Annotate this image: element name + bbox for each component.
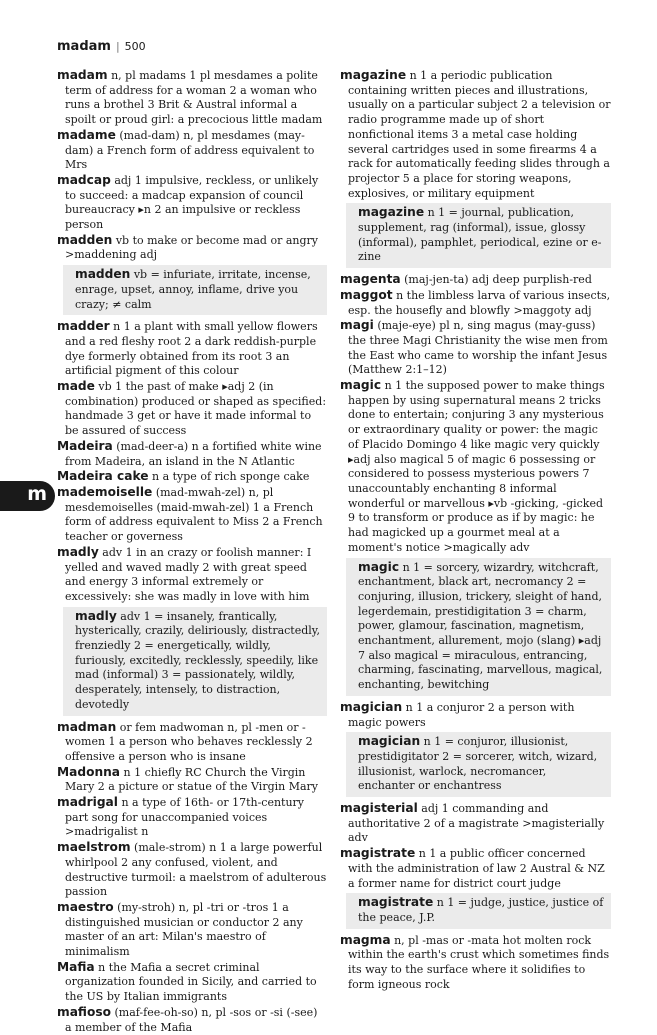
entry-headword: magistrate <box>340 846 416 861</box>
entry-definition: n, pl -mas or -mata hot molten rock within the earth's crust which sometimes finds its way to the surface where it solidifies to form igneous rock <box>348 933 610 991</box>
entry-headword: madrigal <box>57 795 118 810</box>
entry-definition: n 1 a periodic publication containing written pieces and illustrations, usually on a particular subject 2 a television or radio programme made up of short nonfictional items 3 a metal case holding several cartridges used in some firearms 4 a rack for automatically feeding slides through a projector 5 a place for storing weapons, explosives, or military equipment <box>348 69 611 200</box>
entry-definition: n 1 a plant with small yellow flowers and a red fleshy root 2 a dark reddish-purple dye formerly obtained from its root 3 an artificial pigment of this colour <box>65 320 318 378</box>
entry-definition: (maj-jen-ta) adj deep purplish-red <box>404 273 592 287</box>
dictionary-entry <box>57 720 327 765</box>
entry-headword: madman <box>57 719 117 734</box>
running-head <box>57 38 146 54</box>
thumb-index-letter: m <box>27 483 47 505</box>
entry-definition: adv 1 in an crazy or foolish manner: I yelled and waved madly 2 with great speed and energy 3 informal extremely or excessively: she was madly in love with him <box>65 545 312 603</box>
entry-definition: vb to make or become mad or angry >maddening adj <box>65 233 318 262</box>
entry-definition: (mad-dam) n, pl mesdames (may-dam) a French form of address equivalent to Mrs <box>65 128 315 172</box>
entry-definition: n 1 chiefly RC Church the Virgin Mary 2 a picture or statue of the Virgin Mary <box>65 765 319 794</box>
entry-definition: vb = infuriate, irritate, incense, enrage, upset, annoy, inflame, drive you crazy; ≠ calm <box>75 268 311 311</box>
entry-definition: (maje-eye) pl n, sing magus (may-guss) the three Magi Christianity the wise men from the East who came to worship the infant Jesus (Matthew 2:1–12) <box>348 319 608 377</box>
dictionary-entry <box>57 469 327 485</box>
dictionary-entry <box>57 128 327 173</box>
entry-headword: Madeira cake <box>57 469 149 484</box>
entry-definition: n the Mafia a secret criminal organization founded in Sicily, and carried to the US by Italian immigrants <box>65 960 317 1004</box>
dictionary-entry <box>340 933 611 993</box>
dictionary-entry <box>57 319 327 379</box>
entry-definition: n 1 = judge, justice, justice of the peace, J.P. <box>358 896 604 924</box>
entry-headword: magisterial <box>340 801 418 816</box>
dictionary-entry <box>340 846 611 891</box>
entry-headword: magic <box>340 378 382 393</box>
thesaurus-box <box>346 893 611 928</box>
entry-definition: adj 1 commanding and authoritative 2 of a magistrate >magisterially adv <box>348 802 605 845</box>
entry-headword: madden <box>75 267 131 282</box>
dictionary-entry <box>57 900 327 960</box>
entry-headword: magi <box>340 318 374 333</box>
dictionary-entry <box>57 1005 327 1035</box>
entry-headword: magma <box>340 932 391 947</box>
entry-headword: made <box>57 379 95 394</box>
dictionary-entry <box>340 68 611 201</box>
entry-definition: (mad-deer-a) n a fortified white wine from Madeira, an island in the N Atlantic <box>65 439 322 468</box>
entry-headword: magazine <box>340 68 407 82</box>
entry-headword: magazine <box>358 205 425 220</box>
entry-definition: n 1 = sorcery, wizardry, witchcraft, enchantment, black art, necromancy 2 = conjuring, illusion, trickery, sleight of hand, legerdemain, prestidigitation 3 = charm, power, glamour, fascination, magnetism, enchantment, allurement, mojo (slang) ▸adj 7 also magical = miraculous, entrancing, charming, fascinating, marvellous, magical, enchanting, bewitching <box>358 560 603 692</box>
entry-definition: n 1 = journal, publication, supplement, rag (informal), issue, glossy (informal), pamphlet, periodical, ezine or e-zine <box>358 206 602 264</box>
thumb-index-tab <box>0 481 55 511</box>
entry-definition: or fem madwoman n, pl -men or -women 1 a person who behaves recklessly 2 offensive a person who is insane <box>65 720 313 763</box>
entry-headword: Madeira <box>57 438 113 453</box>
entry-definition: adj 1 impulsive, reckless, or unlikely to succeed: a madcap expansion of council bureaucracy ▸n 2 an impulsive or reckless person <box>65 173 319 232</box>
dictionary-entry <box>340 378 611 555</box>
entry-definition: adv 1 = insanely, frantically, hysterically, crazily, deliriously, distractedly, frenziedly 2 = energetically, wildly, furiously, excitedly, recklessly, speedily, like mad (informal) 3 = passionately, wildly, desperately, intensely, to distraction, devotedly <box>75 609 321 711</box>
entry-headword: mafioso <box>57 1004 111 1019</box>
entry-headword: Mafia <box>57 959 95 974</box>
entry-headword: madly <box>57 544 99 559</box>
right-column <box>340 68 611 992</box>
left-column <box>57 68 327 1035</box>
entry-definition: n a type of rich sponge cake <box>152 470 310 484</box>
thesaurus-box <box>346 732 611 797</box>
entry-headword: madden <box>57 232 113 247</box>
entry-definition: n 1 = conjuror, illusionist, prestidigitator 2 = sorcerer, witch, wizard, illusionist, warlock, necromancer, enchanter or enchantress <box>358 735 598 793</box>
dictionary-entry <box>57 840 327 900</box>
entry-definition: (mad-mwah-zel) n, pl mesdemoiselles (maid-mwah-zel) 1 a French form of address equivalent to Miss 2 a French teacher or governess <box>65 485 323 544</box>
page-number: 500 <box>124 40 146 53</box>
entry-headword: maestro <box>57 899 114 914</box>
entry-headword: maggot <box>340 287 393 302</box>
dictionary-entry <box>57 960 327 1005</box>
dictionary-entry <box>340 700 611 730</box>
running-head-separator: | <box>115 40 120 53</box>
entry-definition: (my-stroh) n, pl -tri or -tros 1 a distinguished musician or conductor 2 any master of an art: Milan's maestro of minimalism <box>65 900 303 959</box>
entry-headword: madam <box>57 68 108 82</box>
dictionary-entry <box>340 318 611 378</box>
entry-definition: n 1 a conjuror 2 a person with magic powers <box>348 700 575 729</box>
thesaurus-box <box>63 607 327 716</box>
entry-headword: Madonna <box>57 764 121 779</box>
entry-headword: magician <box>340 699 403 714</box>
entry-definition: (maf-fee-oh-so) n, pl -sos or -si (-see) a member of the Mafia <box>65 1005 318 1034</box>
entry-definition: vb 1 the past of make ▸adj 2 (in combination) produced or shaped as specified: handmade 3 get or have it made informal to be assured of success <box>65 380 327 438</box>
dictionary-entry <box>340 288 611 318</box>
entry-definition: n 1 a public officer concerned with the administration of law 2 Austral & NZ a former name for district court judge <box>348 847 605 890</box>
entry-headword: mademoiselle <box>57 484 153 499</box>
entry-headword: madcap <box>57 172 111 187</box>
entry-headword: madder <box>57 319 110 334</box>
thesaurus-box <box>63 265 327 315</box>
running-head-headword: madam <box>57 39 111 54</box>
entry-definition: n the limbless larva of various insects, esp. the housefly and blowfly >maggoty adj <box>348 288 611 317</box>
entry-headword: madly <box>75 608 117 623</box>
dictionary-entry <box>57 233 327 263</box>
entry-headword: madame <box>57 127 116 142</box>
thesaurus-box <box>346 558 611 696</box>
entry-headword: magician <box>358 734 421 749</box>
dictionary-entry <box>57 485 327 545</box>
dictionary-entry <box>340 272 611 288</box>
entry-headword: maelstrom <box>57 840 131 855</box>
entry-definition: (male-strom) n 1 a large powerful whirlpool 2 any confused, violent, and destructive turmoil: a maelstrom of adulterous passion <box>65 841 327 899</box>
dictionary-entry <box>340 801 611 846</box>
entry-headword: magic <box>358 559 400 574</box>
entry-definition: n, pl madams 1 pl mesdames a polite term of address for a woman 2 a woman who runs a brothel 3 Brit & Austral informal a spoilt or proud girl: a precocious little madam <box>65 69 323 127</box>
dictionary-entry <box>57 439 327 469</box>
entry-definition: n 1 the supposed power to make things happen by using supernatural means 2 tricks done to entertain; conjuring 3 any mysterious or extraordinary quality or power: the magic of Placido Domingo 4 like magic very quickly ▸adj also magical 5 of magic 6 possessing or considered to possess mysterious powers 7 unaccountably enchanting 8 informal wonderful or marvellous ▸vb -gicking, -gicked 9 to transform or produce as if by magic: he had magicked up a gourmet meal at a moment's notice >magically adv <box>348 379 605 554</box>
dictionary-entry <box>57 795 327 840</box>
dictionary-entry <box>57 545 327 605</box>
entry-headword: magistrate <box>358 895 434 910</box>
dictionary-entry <box>57 68 327 128</box>
thesaurus-box <box>346 203 611 268</box>
dictionary-entry <box>57 765 327 795</box>
dictionary-entry <box>57 173 327 233</box>
entry-headword: magenta <box>340 272 401 287</box>
entry-definition: n a type of 16th- or 17th-century part song for unaccompanied voices >madrigalist n <box>65 796 305 839</box>
dictionary-entry <box>57 379 327 439</box>
